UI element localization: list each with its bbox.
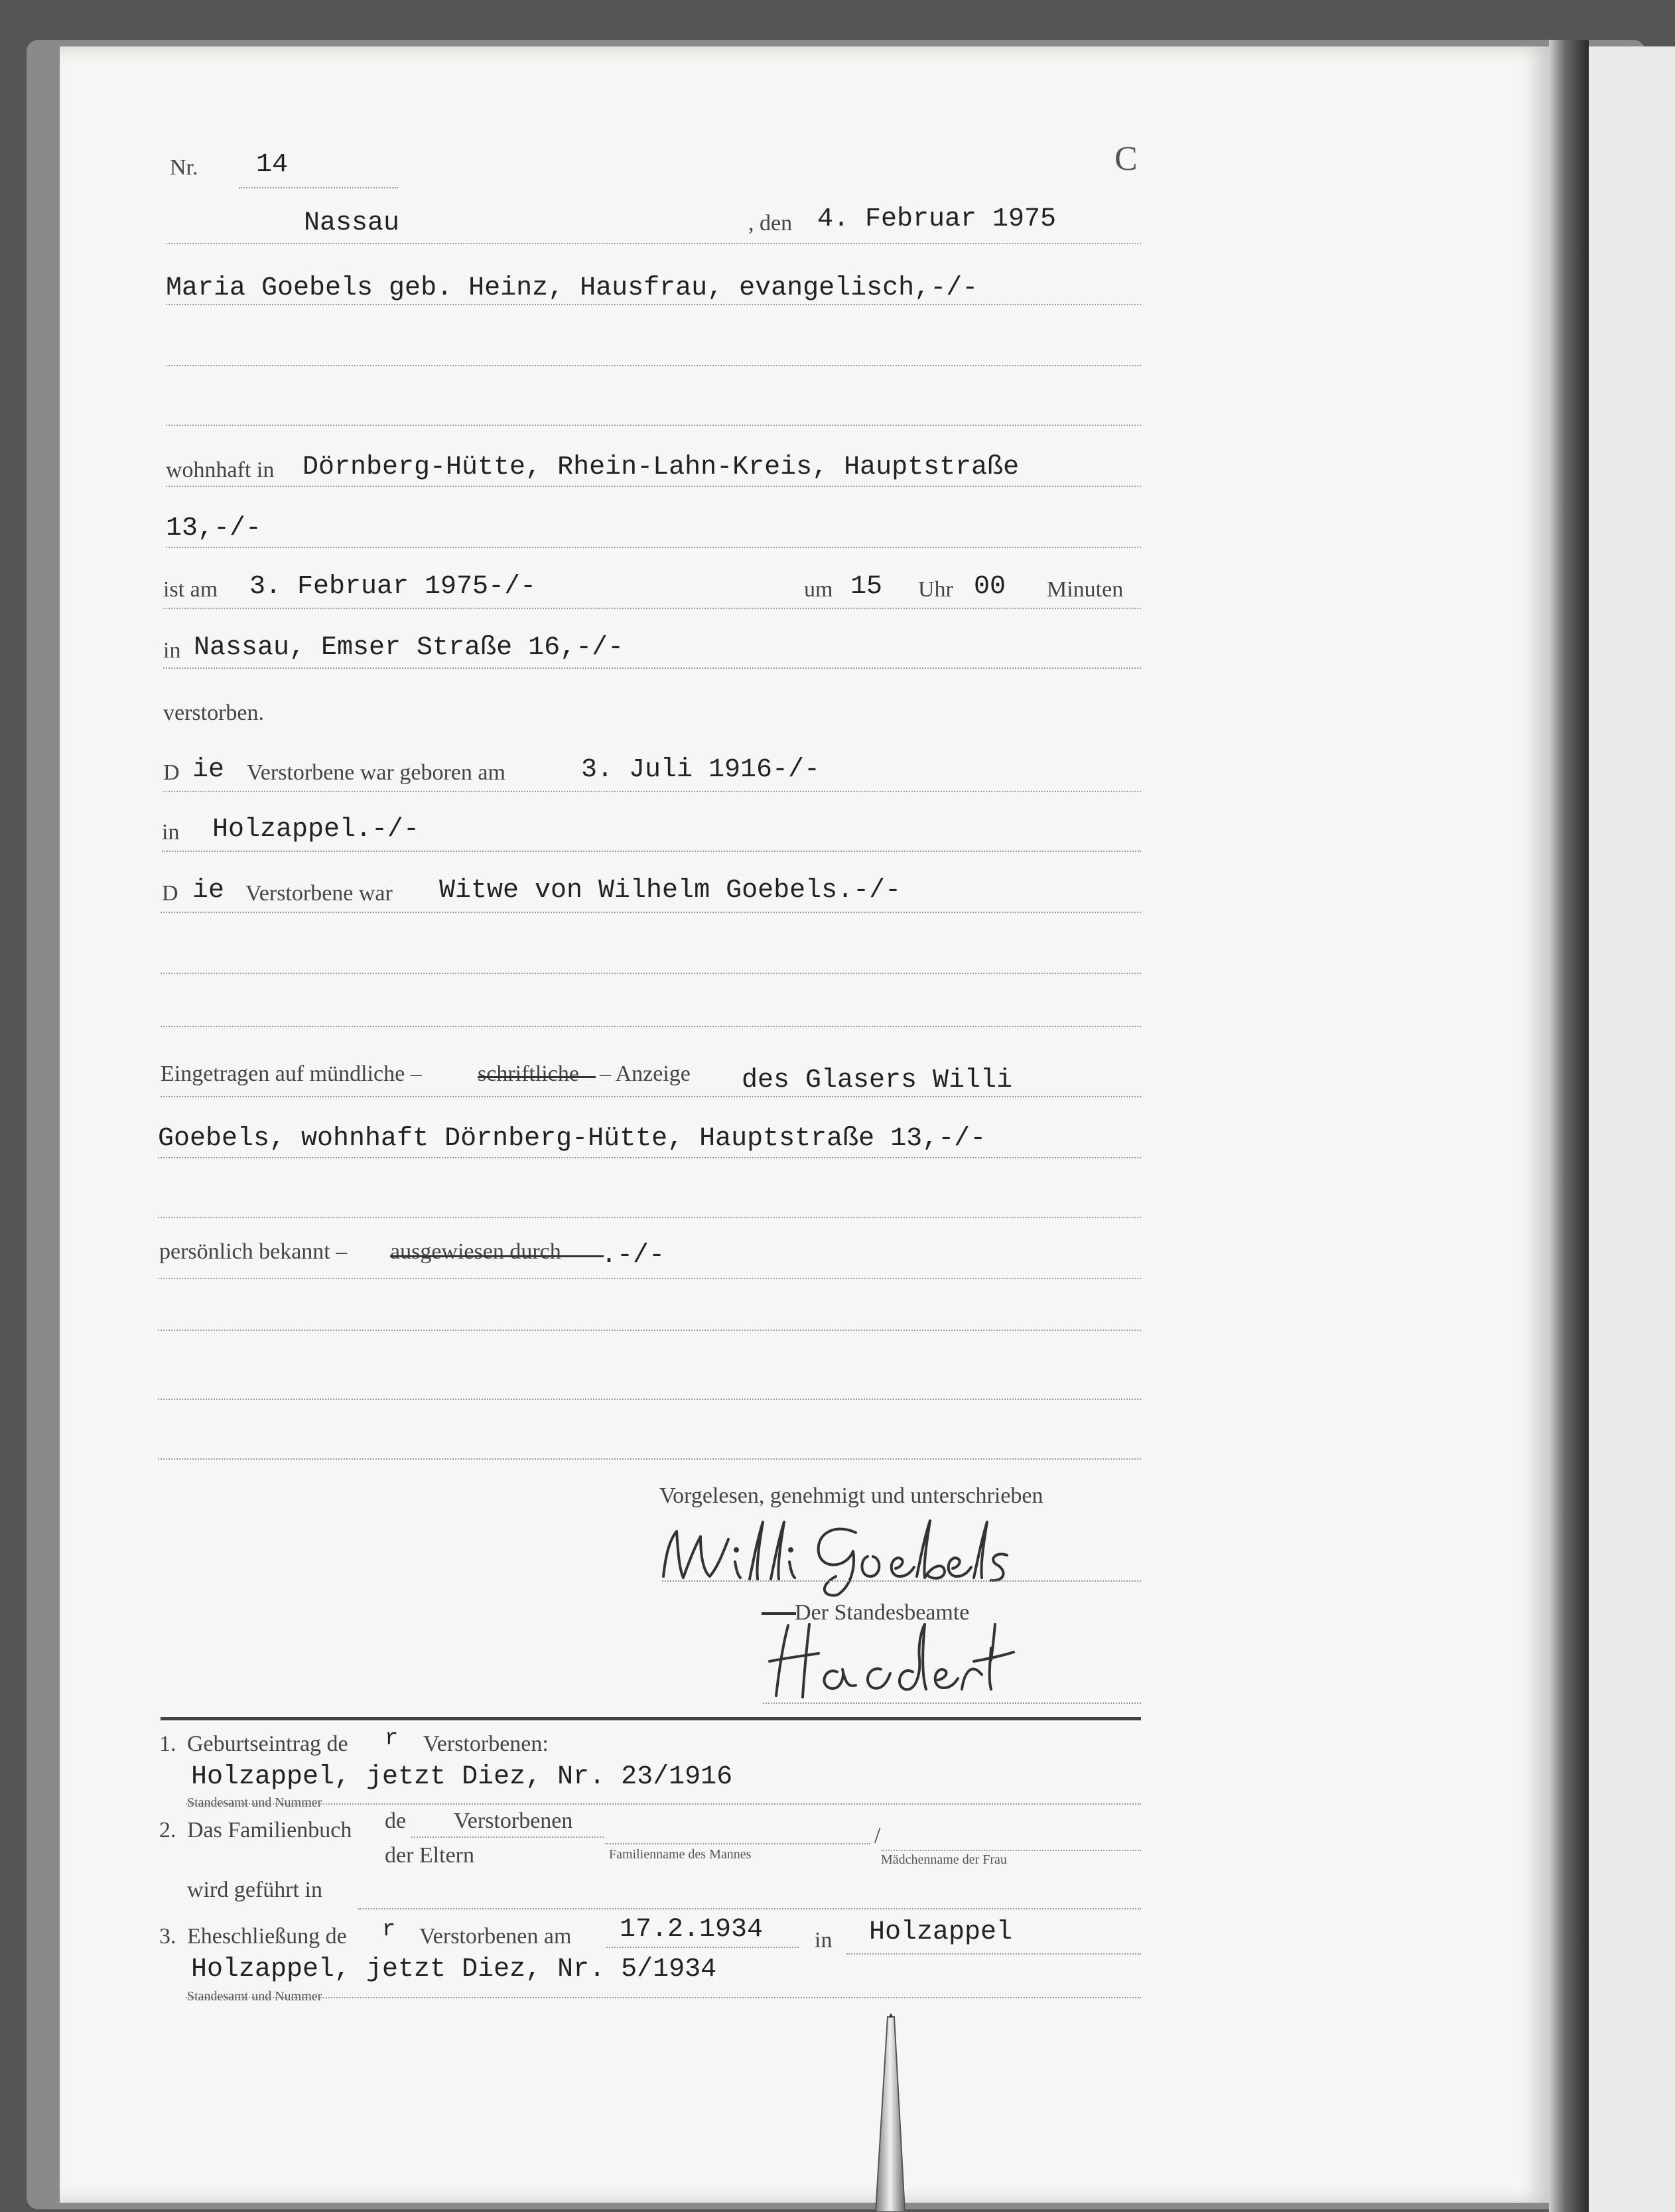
known-struck: ausgewiesen durch [390, 1239, 561, 1264]
death-place-line [163, 667, 1141, 669]
note3-small: Standesamt und Nummer [187, 1989, 322, 2004]
status-line-1 [161, 912, 1141, 913]
blank-line-1 [158, 1330, 1141, 1331]
known-strike-line [390, 1255, 604, 1257]
official-strike [762, 1612, 796, 1615]
death-hour: 15 [850, 572, 883, 602]
ist-am-label: ist am [163, 577, 218, 602]
note3-value: Holzappel, jetzt Diez, Nr. 5/1934 [191, 1955, 717, 1984]
status-value: Witwe von Wilhelm Goebels.-/- [439, 876, 902, 906]
read-approved-label: Vorgelesen, genehmigt und unterschrieben [659, 1484, 1043, 1508]
note2-de-line [411, 1836, 604, 1838]
den-label: , den [748, 211, 793, 236]
informant-line [161, 1096, 1141, 1097]
section-rule [161, 1717, 1141, 1720]
note3-suffix: r [382, 1917, 396, 1943]
blank-line-2 [158, 1399, 1141, 1400]
note3-date: 17.2.1934 [620, 1915, 764, 1945]
note3-in: in [815, 1928, 833, 1953]
death-in-label: in [163, 638, 181, 663]
note2-wird: wird geführt in [187, 1878, 322, 1902]
born-d: D [163, 760, 180, 785]
note2-eltern: der Eltern [385, 1843, 474, 1868]
wohnhaft-line [166, 486, 1141, 487]
name-line-1 [166, 304, 1141, 305]
name-line-2 [166, 365, 1141, 366]
uhr-label: Uhr [918, 577, 953, 602]
death-minutes: 00 [974, 572, 1006, 602]
place-value: Nassau [304, 208, 400, 238]
place-line [166, 243, 1141, 244]
note3-date-line [606, 1947, 799, 1948]
official-signature-line [763, 1702, 1141, 1704]
um-label: um [804, 577, 833, 602]
born-ie: ie [192, 755, 225, 785]
note1-label: Geburtseintrag de [187, 1732, 348, 1756]
nr-label: Nr. [170, 155, 198, 180]
birth-place: Holzappel.-/- [212, 815, 420, 845]
birth-place-line [162, 851, 1141, 852]
next-page-edge [1589, 46, 1675, 2212]
note3-place-line [846, 1953, 1141, 1955]
deceased-name: Maria Goebels geb. Heinz, Hausfrau, evangelisch,-/- [166, 273, 978, 303]
book-gutter [1549, 40, 1589, 2212]
informant-struck: schriftliche [478, 1062, 579, 1086]
informant-value: des Glasers Willi [742, 1066, 1013, 1095]
wohnhaft-cont: 13,-/- [166, 514, 262, 543]
informant-strike-line [478, 1076, 596, 1078]
note1-label-end: Verstorbenen: [423, 1732, 549, 1756]
born-label: Verstorbene war geboren am [247, 760, 505, 785]
wohnhaft-label: wohnhaft in [166, 458, 275, 482]
note3-place: Holzappel [869, 1917, 1013, 1947]
status-ie: ie [192, 876, 225, 906]
note3-label-end: Verstorbenen am [419, 1924, 572, 1949]
nr-line [239, 187, 398, 188]
informant-line-2 [158, 1217, 1141, 1218]
informant-signature-line [662, 1580, 1141, 1582]
death-date: 3. Februar 1975-/- [249, 572, 537, 602]
known-value: .-/- [601, 1241, 665, 1271]
official-signature [763, 1619, 1015, 1705]
status-line-3 [161, 1026, 1141, 1027]
note1-value: Holzappel, jetzt Diez, Nr. 23/1916 [191, 1762, 733, 1792]
informant-signature [657, 1513, 1015, 1599]
note2-small-frau: Mädchenname der Frau [881, 1852, 1007, 1867]
note1-number: 1. [159, 1732, 176, 1756]
note3-label: Eheschließung de [187, 1924, 347, 1949]
note3-number: 3. [159, 1924, 176, 1949]
note1-suffix: r [385, 1726, 399, 1752]
status-label: Verstorbene war [245, 881, 393, 906]
note2-de: de [385, 1809, 407, 1833]
wohnhaft-cont-line [166, 547, 1141, 548]
informant-value-cont: Goebels, wohnhaft Dörnberg-Hütte, Hauptstraße 13,-/- [158, 1124, 986, 1154]
note1-line [186, 1803, 1141, 1805]
verstorben-label: verstorben. [163, 701, 265, 725]
birth-date: 3. Juli 1916-/- [581, 755, 821, 785]
note2-number: 2. [159, 1818, 176, 1842]
official-label: Der Standesbeamte [795, 1600, 970, 1625]
known-line [158, 1278, 1141, 1279]
status-d: D [162, 881, 178, 906]
birth-in-label: in [162, 820, 180, 845]
note2-slash: / [874, 1823, 881, 1848]
death-date-line [163, 608, 1141, 609]
note2-verstorbenen: Verstorbenen [454, 1809, 573, 1833]
birth-date-line [163, 791, 1141, 792]
note2-label: Das Familienbuch [187, 1818, 352, 1842]
note2-small-mann: Familienname des Mannes [609, 1847, 752, 1862]
known-label: persönlich bekannt – [159, 1239, 348, 1264]
nr-value: 14 [256, 150, 289, 180]
register-letter: C [1114, 140, 1138, 178]
informant-cont-line [158, 1157, 1141, 1158]
blank-line-3 [158, 1458, 1141, 1460]
note1-small: Standesamt und Nummer [187, 1795, 322, 1810]
name-line-3 [166, 425, 1141, 426]
note2-frau-line [881, 1850, 1141, 1851]
death-place: Nassau, Emser Straße 16,-/- [194, 633, 624, 663]
status-line-2 [161, 973, 1141, 974]
note2-mann-line [605, 1843, 870, 1844]
minuten-label: Minuten [1047, 577, 1124, 602]
register-date: 4. Februar 1975 [817, 204, 1057, 234]
wohnhaft-value: Dörnberg-Hütte, Rhein-Lahn-Kreis, Hauptstraße [302, 452, 1020, 482]
pen-pointer [856, 2013, 929, 2212]
note2-wird-line [358, 1908, 1141, 1909]
informant-label-end: – Anzeige [600, 1062, 691, 1086]
note3-line [186, 1997, 1141, 1998]
informant-label-start: Eingetragen auf mündliche – [161, 1062, 422, 1086]
